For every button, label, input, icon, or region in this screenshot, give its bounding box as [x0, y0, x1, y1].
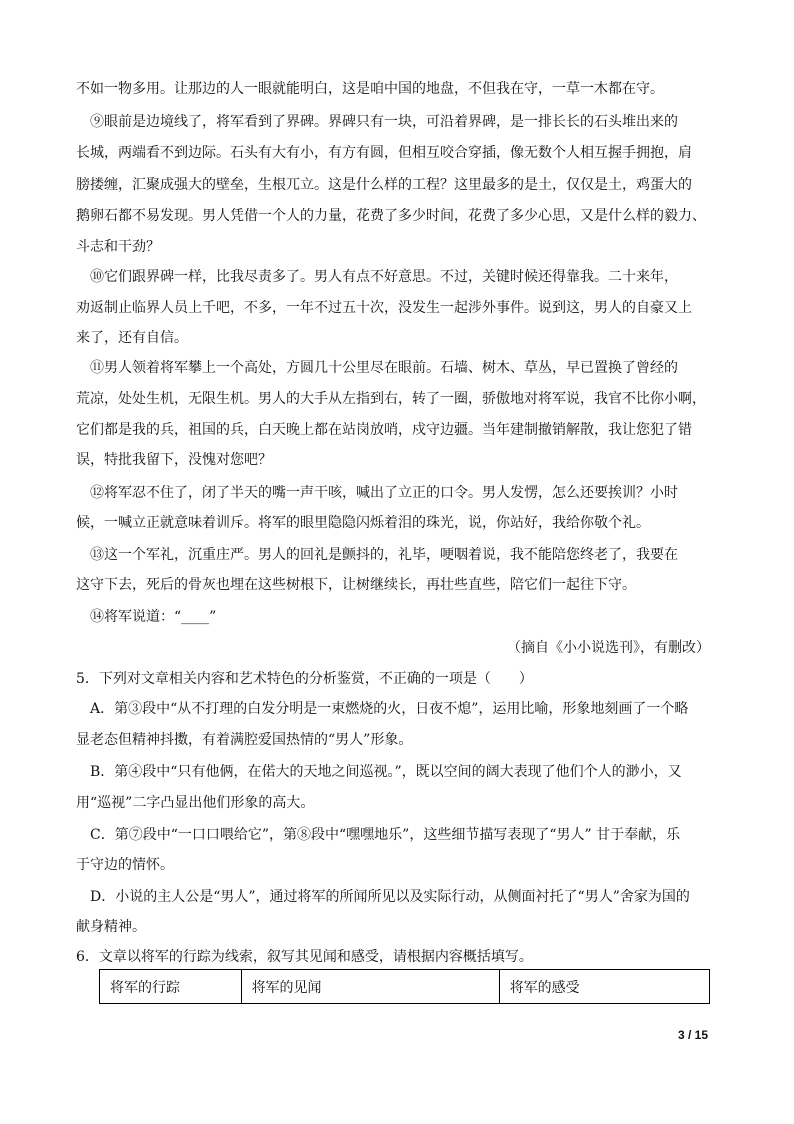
text-line: 用“巡视”二字凸显出他们形象的高大。 [76, 795, 315, 811]
paragraph-12-line: ⑫将军忍不住了，闭了半天的嘴一声干咳，喊出了立正的口令。男人发愣，怎么还要挨训？小时 [76, 485, 678, 501]
text-line: 候，一喊立正就意味着训斥。将军的眼里隐隐闪烁着泪的珠光，说，你站好，我给你敬个礼。 [76, 515, 650, 531]
option-a-line: A．第③段中“从不打理的白发分明是一束燃烧的火，日夜不熄”，运用比喻，形象地刻画了一个略 [76, 701, 689, 717]
option-c-line: C．第⑦段中“一口口喂给它”，第⑧段中“嘿嘿地乐”，这些细节描写表现了“男人” 甘于奉献，乐 [76, 827, 681, 843]
text-line: 来了，还有自信。 [76, 330, 188, 346]
header-cell-feelings: 将军的感受 [499, 970, 709, 1004]
paragraph-11-line: ⑪男人领着将军攀上一个高处，方圆几十公里尽在眼前。石墙、树木、草丛，早已置换了曾经的 [76, 360, 678, 376]
page-number: 3 / 15 [677, 1028, 708, 1042]
paragraph-9-line: ⑨眼前是边境线了，将军看到了界碑。界碑只有一块，可沿着界碑，是一排长长的石头堆出来的 [76, 114, 678, 130]
text-line: 显老态但精神抖擞，有着满腔爱国热情的“男人”形象。 [76, 732, 413, 748]
text-line: 鹅卵石都不易发现。男人凭借一个人的力量，花费了多少时间，花费了多少心思，又是什么样的毅力、 [76, 208, 706, 224]
option-d-line: D．小说的主人公是“男人”，通过将军的所闻所见以及实际行动，从侧面衬托了“男人”舍家为国的 [76, 889, 690, 905]
text-line: 长城，两端看不到边际。石头有大有小，有方有圆，但相互咬合穿插，像无数个人相互握手拥抱，肩 [76, 145, 692, 161]
text-line: 荒凉，处处生机，无限生机。男人的大手从左指到右，转了一圈，骄傲地对将军说，我官不比你小啊， [76, 391, 706, 407]
source-citation: （摘自《小小说选刊》，有删改） [507, 640, 710, 656]
table-header-row [100, 970, 710, 1004]
paragraph-13-line: ⑬这一个军礼，沉重庄严。男人的回礼是颤抖的，礼毕，哽咽着说，我不能陪您终老了，我要在 [76, 547, 678, 563]
text-line: 斗志和干劲？ [76, 239, 160, 255]
text-line: 膀搂缠，汇聚成强大的壁垒，生根兀立。这是什么样的工程？这里最多的是土，仅仅是土，鸡蛋大的 [76, 177, 692, 193]
paragraph-14-line: ⑭将军说道：“____” [76, 609, 217, 625]
text-line: 它们都是我的兵，祖国的兵，白天晚上都在站岗放哨，戍守边疆。当年建制撤销解散，我让您犯了错 [76, 422, 692, 438]
header-cell-observations: 将军的见闻 [241, 970, 499, 1004]
option-b-line: B．第④段中“只有他俩，在偌大的天地之间巡视。”，既以空间的阔大表现了他们个人的渺小，又 [76, 764, 682, 780]
answer-table [99, 969, 710, 1004]
paragraph-10-line: ⑩它们跟界碑一样，比我尽责多了。男人有点不好意思。不过，关键时候还得靠我。二十来年， [76, 269, 678, 285]
question-6-stem: 6．文章以将军的行踪为线索，叙写其见闻和感受，请根据内容概括填写。 [76, 949, 533, 965]
text-line: 劝返制止临界人员上千吧，不多，一年不过五十次，没发生一起涉外事件。说到这，男人的自豪又上 [76, 300, 692, 316]
text-line: 于守边的情怀。 [76, 857, 174, 873]
text-line: 献身精神。 [76, 919, 146, 935]
text-line: 误，特批我留下，没愧对您吧？ [76, 452, 272, 468]
text-line: 不如一物多用。让那边的人一眼就能明白，这是咱中国的地盘，不但我在守，一草一木都在守。 [76, 81, 664, 97]
header-cell-itinerary: 将军的行踪 [100, 970, 242, 1004]
question-5-stem: 5．下列对文章相关内容和艺术特色的分析鉴赏，不正确的一项是（ ） [76, 671, 533, 687]
text-line: 这守下去，死后的骨灰也埋在这些树根下，让树继续长，再壮些直些，陪它们一起往下守。 [76, 577, 636, 593]
